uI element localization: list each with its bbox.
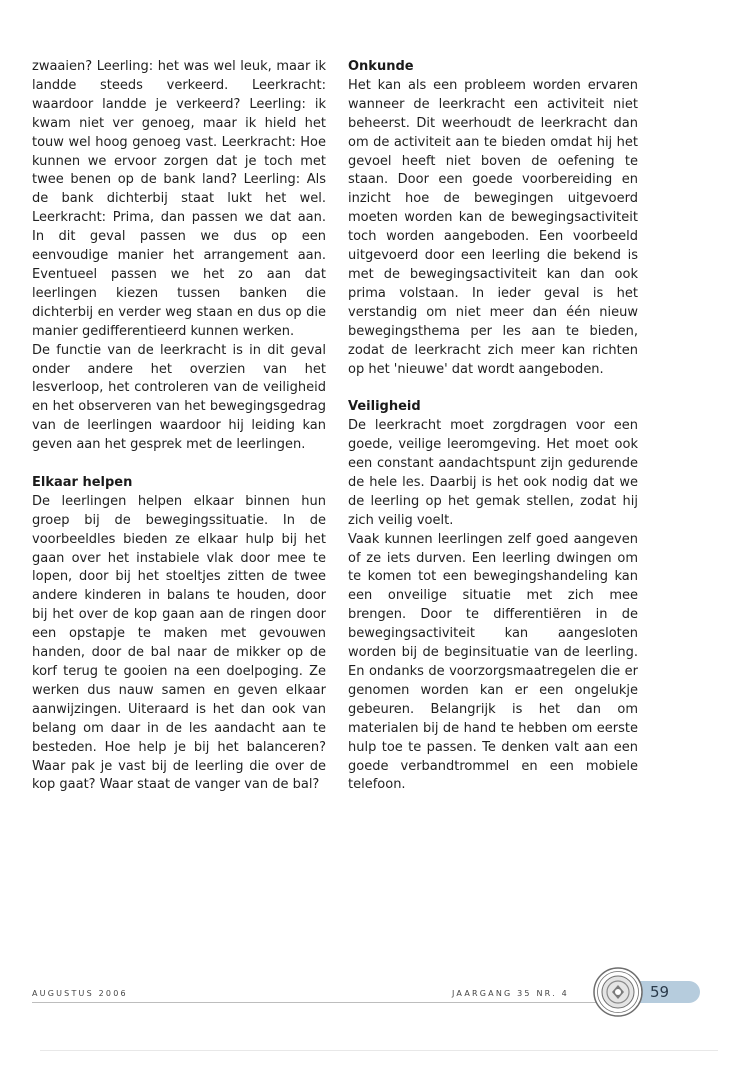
right-paragraph-1: Het kan als een probleem worden ervaren wanneer de leerkracht een activiteit niet beheerst. Dit weerhoudt de leerkracht dan om de activiteit aan te bieden omdat hij het gevoel heeft niet boven de oefening te staan. Door een goede voorbereiding en inzicht hoe de bewegingen uitgevoerd moeten worden kan de bewegingsactiviteit toch worden aangeboden. Een voorbeeld uitgevoerd door een leerling die bekend is met de bewegingsactiviteit kan dan ook prima volstaan. In ieder geval is het verstandig om niet meer dan één nieuw bewegingsthema per les aan te bieden, zodat de leerkracht zich meer kan richten op het 'nieuwe' dat wordt aangeboden. (348, 77, 638, 377)
page-bottom-rule (40, 1050, 718, 1051)
heading-veiligheid: Veiligheid (348, 399, 421, 415)
page-number: 59 (650, 983, 670, 1001)
heading-elkaar-helpen: Elkaar helpen (32, 474, 133, 490)
right-column (348, 58, 638, 795)
right-paragraph-3: Vaak kunnen leerlingen zelf goed aangeven of ze iets durven. Een leerling dwingen om te komen tot een bewegingshandeling kan een onveilige situatie met zich mee brengen. Door te differentiëren in de bewegingsactiviteit kan aangesloten worden bij de beginsituatie van de leerling. En ondanks de voorzorgsmaatregelen die er genomen worden kan er een ongelukje gebeuren. Belangrijk is het dan om materialen bij de hand te hebben om eerste hulp toe te passen. Te denken valt aan een goede verbandtrommel en een mobiele telefoon. (348, 531, 638, 793)
left-paragraph-2: De functie van de leerkracht is in dit geval onder andere het overzien van het lesverloop, het controleren van de veiligheid en het observeren van het bewegingsgedrag van de leerlingen waardoor hij leiding kan geven aan het gesprek met de leerlingen. (32, 342, 326, 453)
heading-onkunde: Onkunde (348, 59, 414, 74)
footer-volume: JAARGANG 35 NR. 4 (452, 989, 569, 998)
left-column (32, 58, 326, 795)
right-paragraph-2: De leerkracht moet zorgdragen voor een goede, veilige leeromgeving. Het moet ook een constant aandachtspunt zijn gedurende de hele les. Daarbij is het ook nodig dat we de leerling op het gemak stellen, zodat hij zich veilig voelt. (348, 418, 638, 528)
footer-divider (32, 1002, 607, 1003)
seal-logo-icon (592, 966, 644, 1018)
left-paragraph-1: zwaaien? Leerling: het was wel leuk, maar ik landde steeds verkeerd. Leerkracht: waardoor landde je verkeerd? Leerling: ik kwam niet ver genoeg, maar ik hield het touw wel hoog genoeg vast. Leerkracht: Hoe kunnen we ervoor zorgen dat je toch met twee benen op de bank land? Leerling: Als de bank dichterbij staat lukt het wel. Leerkracht: Prima, dan passen we dat aan. In dit geval passen we dus op een eenvoudige manier het arrangement aan. Eventueel passen we het zo aan dat leerlingen kiezen tussen banken die dichterbij en verder weg staan en dus op die manier gedifferentieerd kunnen werken. (32, 59, 326, 339)
left-paragraph-3: De leerlingen helpen elkaar binnen hun groep bij de bewegingssituatie. In de voorbeeldles bieden ze elkaar hulp bij het gaan over het instabiele vlak door mee te lopen, door bij het stoeltjes zitten de twee andere kinderen in balans te houden, door bij het over de kop gaan aan de ringen door een opstapje te maken met gevouwen handen, door de bal naar de mikker op de korf terug te gooien na een doelpoging. Ze werken dus nauw samen en geven elkaar aanwijzingen. Uiteraard is het dan ook van belang om daar in de les aandacht aan te besteden. Hoe help je bij het balanceren? Waar pak je vast bij de leerling die over de kop gaat? Waar staat de vanger van de bal? (32, 493, 326, 793)
footer-date: AUGUSTUS 2006 (32, 989, 128, 998)
